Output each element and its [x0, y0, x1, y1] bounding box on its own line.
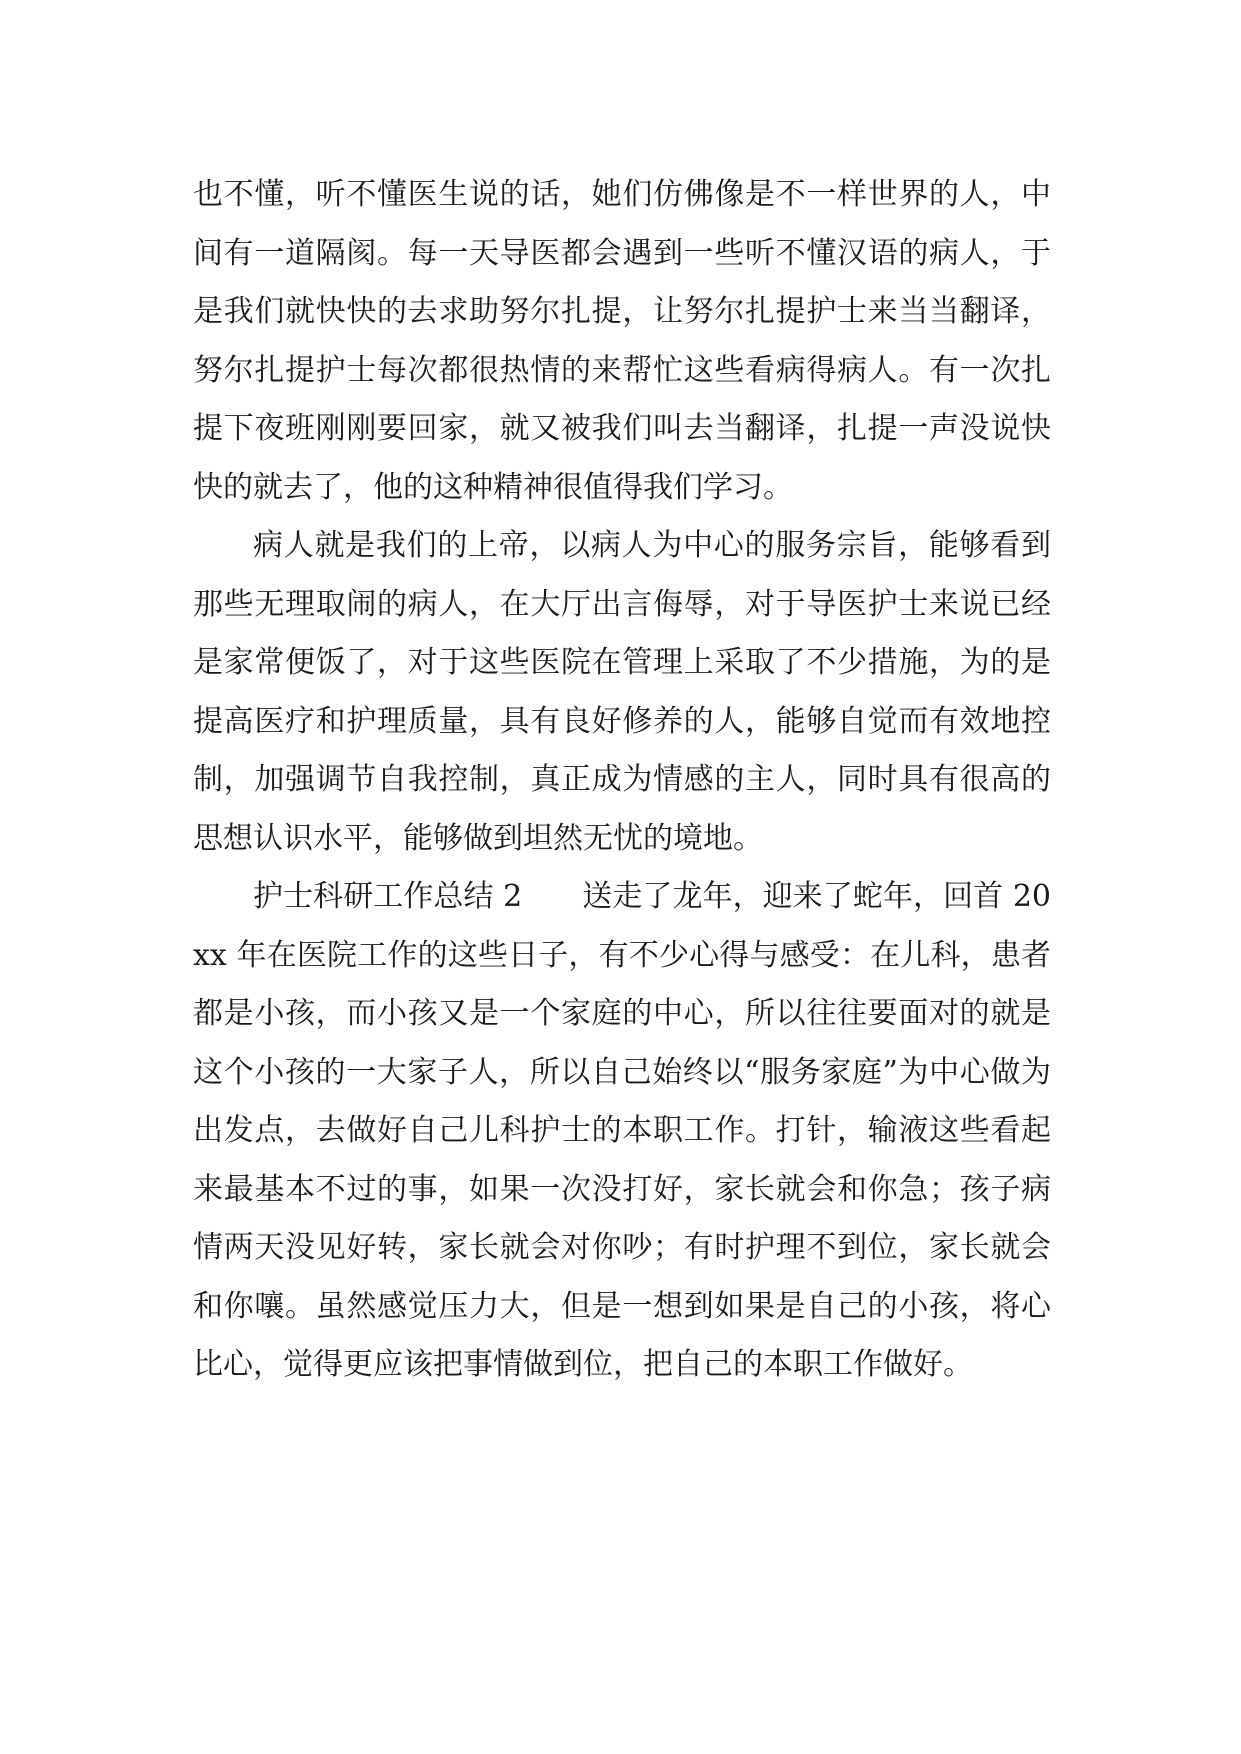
paragraph-3 — [193, 868, 1051, 1395]
paragraph-2: 病人就是我们的上帝，以病人为中心的服务宗旨，能够看到那些无理取闹的病人，在大厅出言侮辱，对于导医护士来说已经是家常便饭了，对于这些医院在管理上采取了不少措施，为的是提高医疗和护理质量，具有良好修养的人，能够自觉而有效地控制，加强调节自我控制，真正成为情感的主人，同时具有很高的思想认识水平，能够做到坦然无忧的境地。 — [193, 528, 1051, 856]
paragraph-1: 也不懂，听不懂医生说的话，她们仿佛像是不一样世界的人，中间有一道隔阂。每一天导医都会遇到一些听不懂汉语的病人，于是我们就快快的去求助努尔扎提，让努尔扎提护士来当当翻译，努尔扎提护士每次都很热情的来帮忙这些看病得病人。有一次扎提下夜班刚刚要回家，就又被我们叫去当翻译，扎提一声没说快快的就去了，他的这种精神很值得我们学习。 — [193, 177, 1051, 505]
paragraph-3-text: 送走了龙年，迎来了蛇年，回首 20xx 年在医院工作的这些日子，有不少心得与感受：在儿科，患者都是小孩，而小孩又是一个家庭的中心，所以往往要面对的就是这个小孩的一大家子人，所以自己始终以“服务家庭”为中心做为出发点，去做好自己儿科护士的本职工作。打针，输液这些看起来最基本不过的事，如果一次没打好，家长就会和你急；孩子病情两天没见好转，家长就会对你吵；有时护理不到位，家长就会和你嚷。虽然感觉压力大，但是一想到如果是自己的小孩，将心比心，觉得更应该把事情做到位，把自己的本职工作做好。 — [193, 879, 1052, 1382]
section-heading: 护士科研工作总结 2 — [253, 879, 523, 914]
document-body — [193, 166, 1051, 1395]
